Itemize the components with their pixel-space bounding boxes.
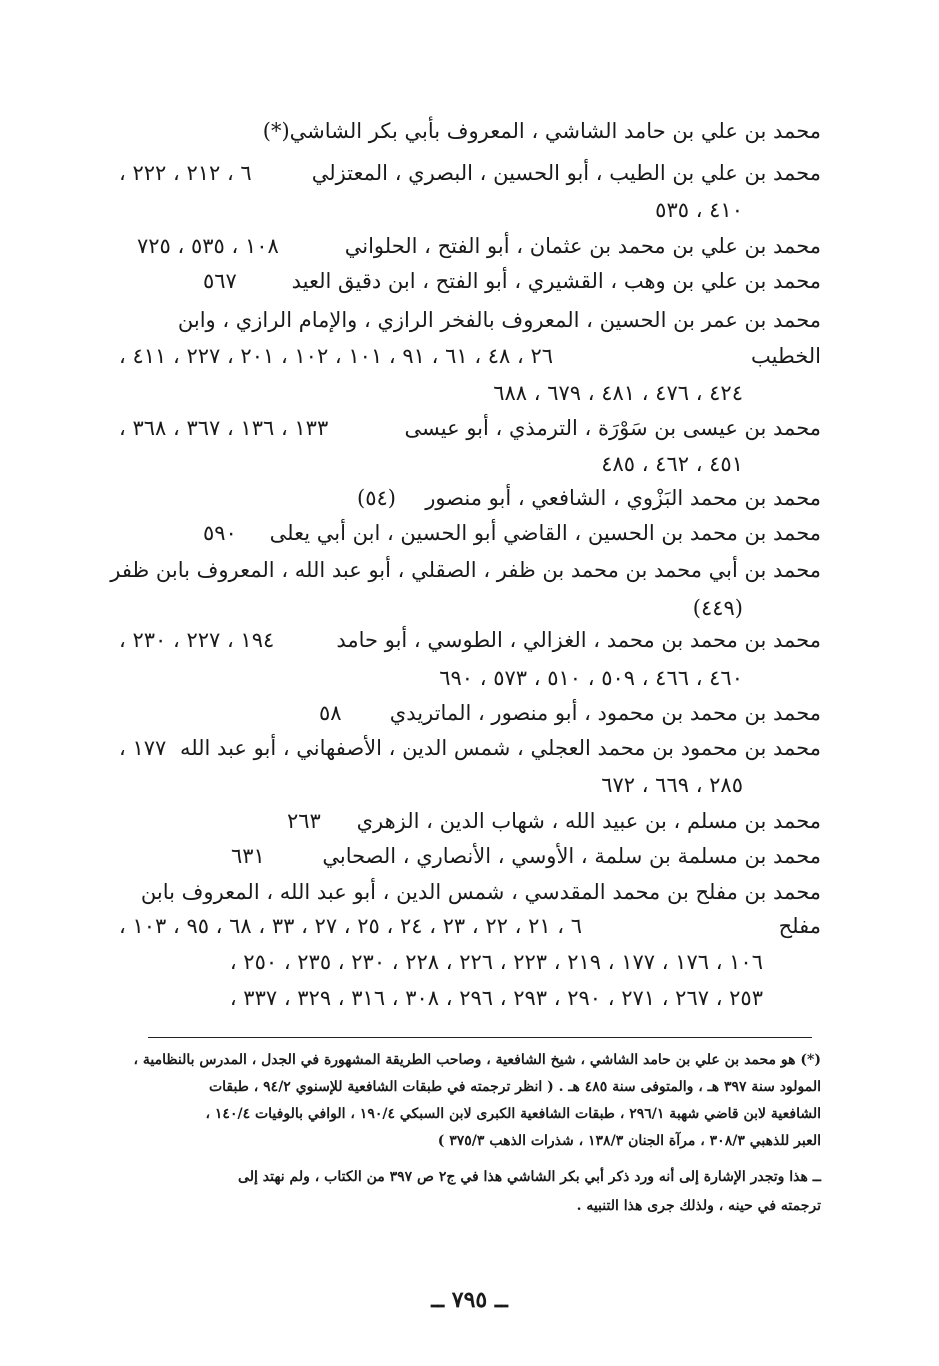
index-entry (110, 552, 821, 588)
index-entry (119, 622, 821, 658)
index-entry (119, 803, 821, 839)
entry-name: محمد بن أبي محمد بن محمد بن ظفر ، الصقلي ، أبو عبد الله ، المعروف بابن ظفر (110, 558, 821, 582)
footnote-line: ترجمته في حينه ، ولذلك جرى هذا التنبيه . (576, 1198, 821, 1214)
entry-pages-continued: ٤٦٠ ، ٤٦٦ ، ٥٠٩ ، ٥١٠ ، ٥٧٣ ، ٦٩٠ (439, 666, 743, 690)
entry-pages-continued: (٤٤٩) (692, 596, 743, 620)
index-entry (119, 228, 821, 264)
entry-pages: ١٠٨ ، ٥٣٥ ، ٧٢٥ (137, 234, 279, 258)
entry-pages: ٢٦ ، ٤٨ ، ٦١ ، ٩١ ، ١٠١ ، ١٠٢ ، ٢٠١ ، ٢٢٧ ، ٤١١ ، (119, 344, 554, 368)
index-entry (119, 730, 821, 766)
entry-name: محمد بن عمر بن الحسين ، المعروف بالفخر الرازي ، والإمام الرازي ، وابن (177, 308, 821, 332)
index-entry (119, 263, 821, 299)
index-entry (119, 838, 821, 874)
entry-name: محمد بن محمد بن محمود ، أبو منصور ، الماتريدي (389, 701, 821, 725)
index-entry (119, 695, 821, 731)
entry-name: محمد بن محمد البَزْوي ، الشافعي ، أبو منصور (425, 486, 821, 510)
entry-pages: ٦ ، ٢١ ، ٢٢ ، ٢٣ ، ٢٤ ، ٢٥ ، ٢٧ ، ٣٣ ، ٦٨ ، ٩٥ ، ١٠٣ ، (119, 914, 583, 938)
entry-name: مفلح (778, 914, 821, 938)
entry-name: محمد بن محمود بن محمد العجلي ، شمس الدين ، الأصفهاني ، أبو عبد الله (179, 736, 821, 760)
entry-pages: ٥٩٠ (203, 521, 237, 545)
entry-name: محمد بن مسلمة بن سلمة ، الأوسي ، الأنصاري ، الصحابي (322, 844, 821, 868)
entry-pages-continued: ١٠٦ ، ١٧٦ ، ١٧٧ ، ٢١٩ ، ٢٢٣ ، ٢٢٦ ، ٢٢٨ ، ٢٣٠ ، ٢٣٥ ، ٢٥٠ ، (229, 950, 763, 974)
page-number: ــ ٧٩٥ ــ (431, 1287, 508, 1313)
index-entry (119, 113, 821, 149)
entry-name: محمد بن علي بن الطيب ، أبو الحسين ، البصري ، المعتزلي (311, 161, 821, 185)
entry-pages-continued: ٤٥١ ، ٤٦٢ ، ٤٨٥ (601, 452, 743, 476)
entry-pages-continued: ٢٥٣ ، ٢٦٧ ، ٢٧١ ، ٢٩٠ ، ٢٩٣ ، ٢٩٦ ، ٣٠٨ ، ٣١٦ ، ٣٢٩ ، ٣٣٧ ، (229, 986, 763, 1010)
entry-name: محمد بن محمد بن محمد ، الغزالي ، الطوسي ، أبو حامد (336, 628, 821, 652)
entry-pages-continued: ٤١٠ ، ٥٣٥ (655, 198, 743, 222)
entry-pages: (٥٤) (357, 486, 396, 510)
entry-name: محمد بن مفلح بن محمد المقدسي ، شمس الدين ، أبو عبد الله ، المعروف بابن (140, 880, 821, 904)
entry-pages: ١٣٣ ، ١٣٦ ، ٣٦٧ ، ٣٦٨ ، (119, 416, 329, 440)
entry-name: محمد بن محمد بن الحسين ، القاضي أبو الحسين ، ابن أبي يعلى (269, 521, 821, 545)
footnote-line: (*) هو محمد بن علي بن حامد الشاشي ، شيخ الشافعية ، وصاحب الطريقة المشهورة في الجدل ، المدرس بالنظامية ، (133, 1052, 821, 1068)
entry-pages: ٦٣١ (231, 844, 265, 868)
index-entry (119, 874, 821, 910)
footnote-separator (148, 1037, 812, 1038)
footnote-line: ــ هذا وتجدر الإشارة إلى أنه ورد ذكر أبي بكر الشاشي هذا في ج٢ ص ٣٩٧ من الكتاب ، ولم نهتد إلى (238, 1169, 821, 1185)
entry-pages-continued: ٤٢٤ ، ٤٧٦ ، ٤٨١ ، ٦٧٩ ، ٦٨٨ (493, 381, 743, 405)
index-entry (119, 302, 821, 338)
index-entry (119, 410, 821, 446)
footnote-line: العبر للذهبي ٣٠٨/٣ ، مرآة الجنان ١٣٨/٣ ، شذرات الذهب ٣٧٥/٣ ) (437, 1133, 821, 1149)
footnote-line: الشافعية لابن قاضي شهبة ٢٩٦/١ ، طبقات الشافعية الكبرى لابن السبكي ١٩٠/٤ ، الوافي بالوفيات ١٤٠/٤ ، (205, 1106, 821, 1122)
entry-pages-continued: ٢٨٥ ، ٦٦٩ ، ٦٧٢ (601, 773, 743, 797)
entry-name: محمد بن علي بن وهب ، القشيري ، أبو الفتح ، ابن دقيق العيد (291, 269, 821, 293)
entry-pages: ٥٦٧ (203, 269, 237, 293)
footnote-line: المولود سنة ٣٩٧ هـ ، والمتوفى سنة ٤٨٥ هـ . ( انظر ترجمته في طبقات الشافعية للإسنوي ٩٤/٢ ، طبقات (208, 1079, 821, 1095)
index-entry (119, 338, 821, 374)
entry-pages: ٦ ، ٢١٢ ، ٢٢٢ ، (119, 161, 252, 185)
index-entry (119, 155, 821, 191)
index-entry (119, 515, 821, 551)
index-entry (119, 908, 821, 944)
entry-name: محمد بن علي بن محمد بن عثمان ، أبو الفتح ، الحلواني (344, 234, 821, 258)
entry-pages: ٥٨ (319, 701, 342, 725)
index-entry (119, 480, 821, 516)
entry-pages: ١٧٧ ، (119, 736, 167, 760)
entry-pages: ٢٦٣ (287, 809, 321, 833)
entry-name: محمد بن عيسى بن سَوْرَة ، الترمذي ، أبو عيسى (404, 416, 821, 440)
entry-name: الخطيب (751, 344, 821, 368)
entry-name: محمد بن علي بن حامد الشاشي ، المعروف بأبي بكر الشاشي(*) (262, 119, 821, 143)
entry-name: محمد بن مسلم ، بن عبيد الله ، شهاب الدين ، الزهري (356, 809, 821, 833)
entry-pages: ١٩٤ ، ٢٢٧ ، ٢٣٠ ، (119, 628, 275, 652)
